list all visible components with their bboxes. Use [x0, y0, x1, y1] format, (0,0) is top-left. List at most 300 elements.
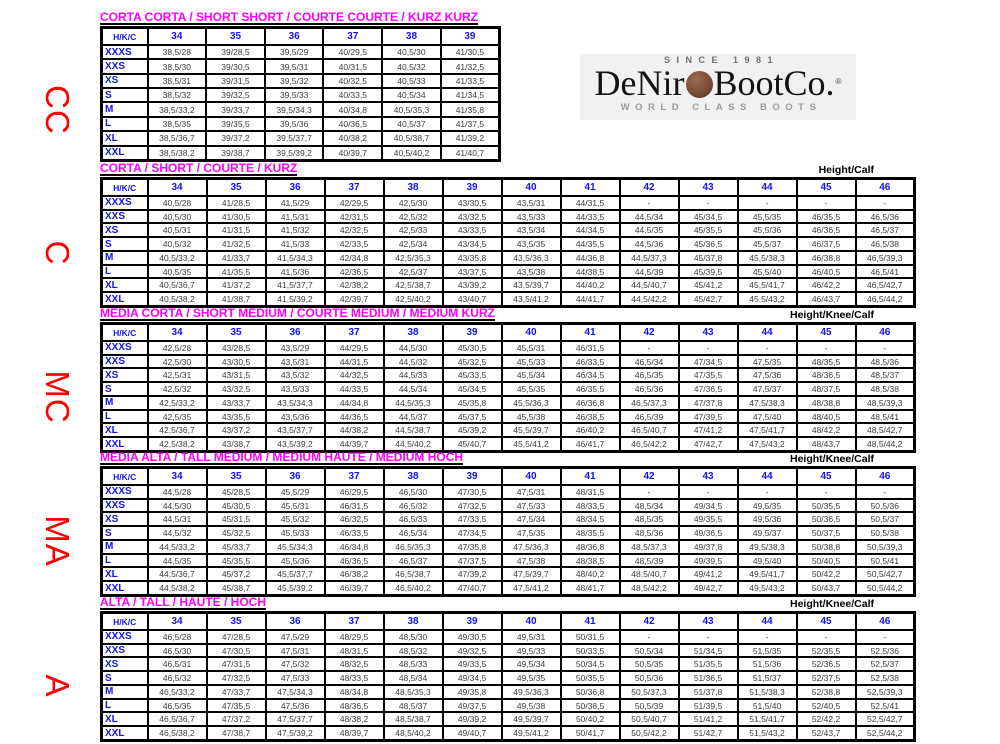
size-cell: 44,5/35 — [148, 554, 207, 568]
size-cell: 48/34,8 — [325, 685, 384, 699]
size-cell: 41/32,5 — [207, 237, 266, 251]
size-cell: 43,5/34 — [502, 223, 561, 237]
size-cell: 41/35,8 — [441, 102, 500, 116]
size-cell: 46/34,8 — [325, 540, 384, 554]
size-cell: 46,5/35,3 — [384, 540, 443, 554]
size-cell: 49/35,5 — [679, 512, 738, 526]
size-cell: 47/28,5 — [207, 630, 266, 644]
size-cell: 48/33,5 — [561, 499, 620, 513]
size-cell: 43,5/34,3 — [266, 396, 325, 410]
size-cell: 41/32,5 — [441, 59, 500, 73]
brand-logo — [580, 54, 856, 120]
row-label: XXXS — [102, 196, 148, 210]
size-cell: 45/37,8 — [679, 251, 738, 265]
table-row-xl — [102, 278, 915, 292]
size-cell: 40,5/30 — [382, 45, 441, 59]
size-cell: 45,5/41,2 — [502, 437, 561, 451]
size-cell: 47,5/38,3 — [738, 396, 797, 410]
table-row-xxxs — [102, 196, 915, 210]
size-cell: 49,5/35 — [502, 671, 561, 685]
size-cell: 44,5/40,2 — [384, 437, 443, 451]
size-cell: 48/35,5 — [561, 526, 620, 540]
size-cell: 48/34,5 — [561, 512, 620, 526]
size-cell: - — [620, 630, 679, 644]
size-cell: 46,5/39 — [620, 410, 679, 424]
size-cell: 49,5/41,7 — [738, 567, 797, 581]
table-section-alta — [100, 597, 916, 742]
size-cell: - — [797, 196, 856, 210]
size-cell: 39/37,2 — [206, 131, 265, 145]
size-cell: 48,5/37 — [856, 368, 915, 382]
table-row-xxl — [102, 146, 500, 161]
size-cell: 44,5/31 — [148, 512, 207, 526]
size-cell: 40,5/31 — [148, 223, 207, 237]
size-cell: 44/32,5 — [325, 368, 384, 382]
size-cell: 46,5/36 — [856, 210, 915, 224]
size-cell: 42,5/32 — [384, 210, 443, 224]
size-cell: 50/36,5 — [797, 512, 856, 526]
table-row-l — [102, 410, 915, 424]
size-cell: 50,5/34 — [620, 644, 679, 658]
size-cell: 42,5/38,7 — [384, 278, 443, 292]
row-label: XL — [102, 712, 148, 726]
size-cell: 49/36,5 — [679, 526, 738, 540]
row-label: XXXS — [102, 485, 148, 499]
size-cell: 50/38,5 — [561, 699, 620, 713]
size-cell: 50,5/40,7 — [620, 712, 679, 726]
size-cell: 48,5/34 — [384, 671, 443, 685]
table-row-xxs — [102, 355, 915, 369]
size-cell: 46,5/41 — [856, 265, 915, 279]
column-header-44: 44 — [738, 468, 797, 486]
size-cell: 43,5/37,7 — [266, 423, 325, 437]
size-cell: 48/43,7 — [797, 437, 856, 451]
size-cell: 52,5/39,3 — [856, 685, 915, 699]
size-cell: 46,5/34 — [620, 355, 679, 369]
size-cell: 48,5/33 — [384, 657, 443, 671]
size-cell: 42,5/36,7 — [148, 423, 207, 437]
size-cell: 40/38,2 — [323, 131, 382, 145]
size-cell: 42/33,5 — [325, 237, 384, 251]
table-row-xxxs — [102, 485, 915, 499]
size-cell: 44/36,5 — [325, 410, 384, 424]
size-cell: 42,5/30 — [384, 196, 443, 210]
size-cell: 47/37,8 — [679, 396, 738, 410]
size-cell: 44/33,5 — [325, 382, 384, 396]
size-cell: 43/37,2 — [207, 423, 266, 437]
size-cell: 50/41,7 — [561, 726, 620, 740]
table-row-xxxs — [102, 341, 915, 355]
size-cell: 42/34,8 — [325, 251, 384, 265]
size-cell: 41,5/37,7 — [266, 278, 325, 292]
size-cell: 46/29,5 — [325, 485, 384, 499]
size-cell: 45,5/31 — [266, 499, 325, 513]
size-cell: 44,5/35,3 — [384, 396, 443, 410]
column-header-46: 46 — [856, 324, 915, 342]
size-cell: 45/28,5 — [207, 485, 266, 499]
size-cell: 48,5/44,2 — [856, 437, 915, 451]
column-header-35: 35 — [207, 613, 266, 631]
size-cell: 46/31,5 — [325, 499, 384, 513]
size-cell: 41/28,5 — [207, 196, 266, 210]
size-cell: 40,5/34 — [382, 88, 441, 102]
size-cell: 46/35,5 — [797, 210, 856, 224]
size-cell: 41/30,5 — [441, 45, 500, 59]
size-cell: 50,5/36 — [856, 499, 915, 513]
row-label: XXS — [102, 499, 148, 513]
size-cell: 46,5/33,2 — [148, 685, 207, 699]
size-cell: 49,5/33 — [502, 644, 561, 658]
size-cell: 44/36,8 — [561, 251, 620, 265]
column-header-41: 41 — [561, 468, 620, 486]
column-header-38: 38 — [384, 179, 443, 197]
table-title: CORTA CORTA / SHORT SHORT / COURTE COURTE / KURZ KURZ — [100, 10, 478, 24]
size-cell: 49/33,5 — [443, 657, 502, 671]
column-header-34: 34 — [148, 468, 207, 486]
table-section-corta — [100, 163, 916, 308]
size-cell: 46/33,5 — [325, 526, 384, 540]
size-cell: 42,5/31 — [148, 368, 207, 382]
row-label: L — [102, 265, 148, 279]
size-cell: 46,5/38,7 — [384, 567, 443, 581]
size-cell: 47,5/34 — [502, 512, 561, 526]
table-row-xxl — [102, 581, 915, 595]
size-cell: 43/32,5 — [207, 382, 266, 396]
table-row-xs — [102, 368, 915, 382]
size-cell: - — [797, 341, 856, 355]
size-cell: 49,5/38 — [502, 699, 561, 713]
size-cell: 44,5/34 — [384, 382, 443, 396]
size-cell: 44/41,7 — [561, 292, 620, 306]
size-cell: 47,5/39,7 — [502, 567, 561, 581]
size-cell: - — [679, 196, 738, 210]
size-cell: 44/34,5 — [561, 223, 620, 237]
row-label: L — [102, 410, 148, 424]
size-cell: 43/32,5 — [443, 210, 502, 224]
size-cell: 47,5/36 — [738, 368, 797, 382]
row-label: XXL — [102, 581, 148, 595]
size-cell: 46/39,7 — [325, 581, 384, 595]
side-label-mc: MC — [39, 370, 77, 424]
size-cell: 40,5/37 — [382, 117, 441, 131]
size-cell: 46,5/42,7 — [856, 278, 915, 292]
size-cell: 51,5/35 — [738, 644, 797, 658]
row-label: XXL — [102, 437, 148, 451]
table-row-xl — [102, 131, 500, 145]
size-cell: 47,5/41,7 — [738, 423, 797, 437]
size-cell: 45/35,5 — [679, 223, 738, 237]
logo-since-text: SINCE 1981 — [663, 55, 780, 65]
column-header-40: 40 — [502, 324, 561, 342]
size-cell: 49/42,7 — [679, 581, 738, 595]
column-header-43: 43 — [679, 179, 738, 197]
column-header-46: 46 — [856, 468, 915, 486]
size-cell: 40,5/32 — [382, 59, 441, 73]
size-cell: 47,5/35 — [738, 355, 797, 369]
size-cell: - — [679, 630, 738, 644]
column-header-41: 41 — [561, 324, 620, 342]
size-cell: 44,5/40,7 — [620, 278, 679, 292]
size-cell: 48,5/36 — [620, 526, 679, 540]
size-cell: 38,5/31 — [148, 74, 207, 88]
size-cell: 43/35,5 — [207, 410, 266, 424]
row-label: XL — [102, 131, 148, 145]
size-cell: - — [856, 196, 915, 210]
size-cell: 46,5/37,3 — [620, 396, 679, 410]
size-cell: 45/30,5 — [207, 499, 266, 513]
size-cell: - — [679, 341, 738, 355]
size-cell: 39,5/34,3 — [265, 102, 324, 116]
row-label: XS — [102, 368, 148, 382]
size-cell: 44/38,5 — [561, 265, 620, 279]
size-cell: 46/33,5 — [561, 355, 620, 369]
size-cell: 49/35,8 — [443, 685, 502, 699]
size-cell: 45/39,2 — [443, 423, 502, 437]
size-cell: 47,5/38 — [502, 554, 561, 568]
size-cell: 48,5/37 — [384, 699, 443, 713]
size-cell: - — [856, 630, 915, 644]
row-label: S — [102, 237, 148, 251]
size-cell: 38,5/38,2 — [148, 146, 207, 161]
size-cell: 47,5/39,2 — [266, 726, 325, 740]
column-header-45: 45 — [797, 613, 856, 631]
size-cell: 38,5/30 — [148, 59, 207, 73]
side-label-ma: MA — [39, 515, 77, 567]
size-cell: 48/32,5 — [325, 657, 384, 671]
size-cell: 51,5/38,3 — [738, 685, 797, 699]
size-cell: 41/33,7 — [207, 251, 266, 265]
size-cell: 50,5/41 — [856, 554, 915, 568]
table-title-row — [100, 308, 916, 321]
size-cell: 42,5/34 — [384, 237, 443, 251]
column-header-36: 36 — [266, 324, 325, 342]
size-cell: 46,5/44,2 — [856, 292, 915, 306]
size-table-corta — [100, 177, 916, 308]
size-cell: 50,5/42,2 — [620, 726, 679, 740]
size-cell: 51/34,5 — [679, 644, 738, 658]
table-title-row — [100, 597, 916, 610]
column-header-40: 40 — [502, 468, 561, 486]
row-label: XXS — [102, 210, 148, 224]
size-cell: 47/34,5 — [679, 355, 738, 369]
logo-text-denir: DeNir — [594, 62, 685, 103]
corner-header-hkc: H/K/C — [102, 179, 148, 197]
column-header-39: 39 — [443, 179, 502, 197]
size-cell: 46/38,5 — [561, 410, 620, 424]
size-cell: 46/38,8 — [797, 251, 856, 265]
size-cell: 47,5/36,3 — [502, 540, 561, 554]
row-label: M — [102, 251, 148, 265]
corner-header-hkc: H/K/C — [102, 613, 148, 631]
size-cell: 47,5/36 — [266, 699, 325, 713]
size-cell: 48,5/39,3 — [856, 396, 915, 410]
table-row-xxs — [102, 210, 915, 224]
size-cell: 47/36,5 — [679, 382, 738, 396]
size-cell: 39,5/39,2 — [265, 146, 324, 161]
column-header-42: 42 — [620, 179, 679, 197]
size-cell: 48/39,7 — [325, 726, 384, 740]
size-cell: 49/41,2 — [679, 567, 738, 581]
size-cell: 52/35,5 — [797, 644, 856, 658]
size-cell: 46/43,7 — [797, 292, 856, 306]
size-cell: 47/34,5 — [443, 526, 502, 540]
size-cell: 44,5/39 — [620, 265, 679, 279]
row-label: XL — [102, 567, 148, 581]
size-cell: 47/33,7 — [207, 685, 266, 699]
column-header-43: 43 — [679, 468, 738, 486]
size-cell: 43,5/33 — [266, 382, 325, 396]
measure-label: Height/Knee/Calf — [789, 309, 874, 321]
size-cell: 46,5/28 — [148, 630, 207, 644]
table-section-media-corta — [100, 308, 916, 453]
size-cell: 49,5/35 — [738, 499, 797, 513]
size-cell: 50,5/39,3 — [856, 540, 915, 554]
size-cell: 43,5/35 — [502, 237, 561, 251]
size-cell: 41/30,5 — [207, 210, 266, 224]
size-cell: 46,5/42,2 — [620, 437, 679, 451]
size-cell: 48,5/42,7 — [856, 423, 915, 437]
size-cell: 42,5/37 — [384, 265, 443, 279]
size-cell: 45,5/36 — [738, 223, 797, 237]
size-cell: 47,5/34,3 — [266, 685, 325, 699]
size-cell: 50/40,5 — [797, 554, 856, 568]
size-cell: 43/30,5 — [207, 355, 266, 369]
corner-header-hkc: H/K/C — [102, 28, 148, 46]
column-header-42: 42 — [620, 468, 679, 486]
row-label: M — [102, 540, 148, 554]
size-cell: 40,5/30 — [148, 210, 207, 224]
column-header-45: 45 — [797, 324, 856, 342]
table-title: MEDIA CORTA / SHORT MEDIUM / COURTE MEDIUM / MEDIUM KURZ — [100, 306, 495, 320]
column-header-37: 37 — [323, 28, 382, 46]
size-cell: 41/35,5 — [207, 265, 266, 279]
size-cell: 45,5/43,2 — [738, 292, 797, 306]
size-cell: 44/39,7 — [325, 437, 384, 451]
size-cell: 40,5/33 — [382, 74, 441, 88]
row-label: L — [102, 699, 148, 713]
header-row — [102, 179, 915, 197]
size-cell: 47,5/33 — [266, 671, 325, 685]
size-cell: 40,5/38,7 — [382, 131, 441, 145]
size-cell: 50/33,5 — [561, 644, 620, 658]
size-cell: 42,5/33 — [384, 223, 443, 237]
size-cell: 41/37,5 — [441, 117, 500, 131]
size-cell: 52,5/42,7 — [856, 712, 915, 726]
row-label: XS — [102, 74, 148, 88]
size-cell: 46,5/35 — [620, 368, 679, 382]
size-cell: 40/34,8 — [323, 102, 382, 116]
size-cell: 49,5/43,2 — [738, 581, 797, 595]
size-cell: 43/40,7 — [443, 292, 502, 306]
size-cell: 51/35,5 — [679, 657, 738, 671]
size-cell: 43/37,5 — [443, 265, 502, 279]
size-cell: 43/30,5 — [443, 196, 502, 210]
size-cell: 45,5/39,2 — [266, 581, 325, 595]
size-cell: 49/32,5 — [443, 644, 502, 658]
table-row-xl — [102, 423, 915, 437]
size-cell: 48/31,5 — [561, 485, 620, 499]
size-cell: 41/40,7 — [441, 146, 500, 161]
column-header-39: 39 — [443, 613, 502, 631]
size-cell: 48,5/40,7 — [620, 567, 679, 581]
row-label: XS — [102, 223, 148, 237]
size-cell: 47,5/35 — [502, 526, 561, 540]
side-label-a: A — [39, 674, 77, 698]
size-cell: 45,5/38,3 — [738, 251, 797, 265]
table-row-m — [102, 685, 915, 699]
size-cell: 48,5/38 — [856, 382, 915, 396]
size-cell: 49,5/31 — [502, 630, 561, 644]
size-cell: 38,5/35 — [148, 117, 207, 131]
size-table-corta-corta — [100, 26, 501, 162]
header-row — [102, 324, 915, 342]
size-cell: 43,5/29 — [266, 341, 325, 355]
size-cell: 40,5/28 — [148, 196, 207, 210]
row-label: XXL — [102, 292, 148, 306]
table-row-xl — [102, 712, 915, 726]
side-label-c: C — [39, 240, 77, 266]
size-cell: 46/35,5 — [561, 382, 620, 396]
size-cell: 39,5/36 — [265, 117, 324, 131]
size-cell: 43/28,5 — [207, 341, 266, 355]
size-cell: 48/31,5 — [325, 644, 384, 658]
size-cell: 50/35,5 — [797, 499, 856, 513]
size-cell: 46,5/40,7 — [620, 423, 679, 437]
header-row — [102, 468, 915, 486]
table-row-l — [102, 117, 500, 131]
table-row-l — [102, 699, 915, 713]
size-cell: 45/41,2 — [679, 278, 738, 292]
size-cell: 46/38,2 — [325, 567, 384, 581]
size-cell: 47/42,7 — [679, 437, 738, 451]
row-label: XXXS — [102, 45, 148, 59]
column-header-34: 34 — [148, 613, 207, 631]
size-cell: 48,5/41 — [856, 410, 915, 424]
size-cell: 45/31,5 — [207, 512, 266, 526]
size-cell: 43/35,8 — [443, 251, 502, 265]
size-cell: 47,5/37 — [738, 382, 797, 396]
size-cell: 49,5/41,2 — [502, 726, 561, 740]
size-cell: - — [797, 485, 856, 499]
size-cell: 50/42,2 — [797, 567, 856, 581]
row-label: XL — [102, 423, 148, 437]
size-cell: 45,5/34,3 — [266, 540, 325, 554]
size-cell: 46/37,5 — [797, 237, 856, 251]
size-cell: 44,5/37,3 — [620, 251, 679, 265]
column-header-34: 34 — [148, 28, 207, 46]
column-header-38: 38 — [384, 468, 443, 486]
size-cell: 44,5/32 — [384, 355, 443, 369]
size-cell: 48,5/40,2 — [384, 726, 443, 740]
row-label: M — [102, 396, 148, 410]
size-cell: 52/36,5 — [797, 657, 856, 671]
size-cell: 47,5/31 — [502, 485, 561, 499]
size-cell: 39/38,7 — [206, 146, 265, 161]
column-header-40: 40 — [502, 613, 561, 631]
size-cell: 44,5/38,7 — [384, 423, 443, 437]
column-header-46: 46 — [856, 613, 915, 631]
size-cell: 50/40,2 — [561, 712, 620, 726]
size-cell: 40,5/40,2 — [382, 146, 441, 161]
size-cell: 46/36,5 — [797, 223, 856, 237]
size-cell: - — [620, 485, 679, 499]
size-cell: 50/43,7 — [797, 581, 856, 595]
column-header-41: 41 — [561, 179, 620, 197]
size-cell: 42/31,5 — [325, 210, 384, 224]
table-row-s — [102, 526, 915, 540]
size-cell: 46,5/40,2 — [384, 581, 443, 595]
size-cell: 45,5/33 — [502, 355, 561, 369]
